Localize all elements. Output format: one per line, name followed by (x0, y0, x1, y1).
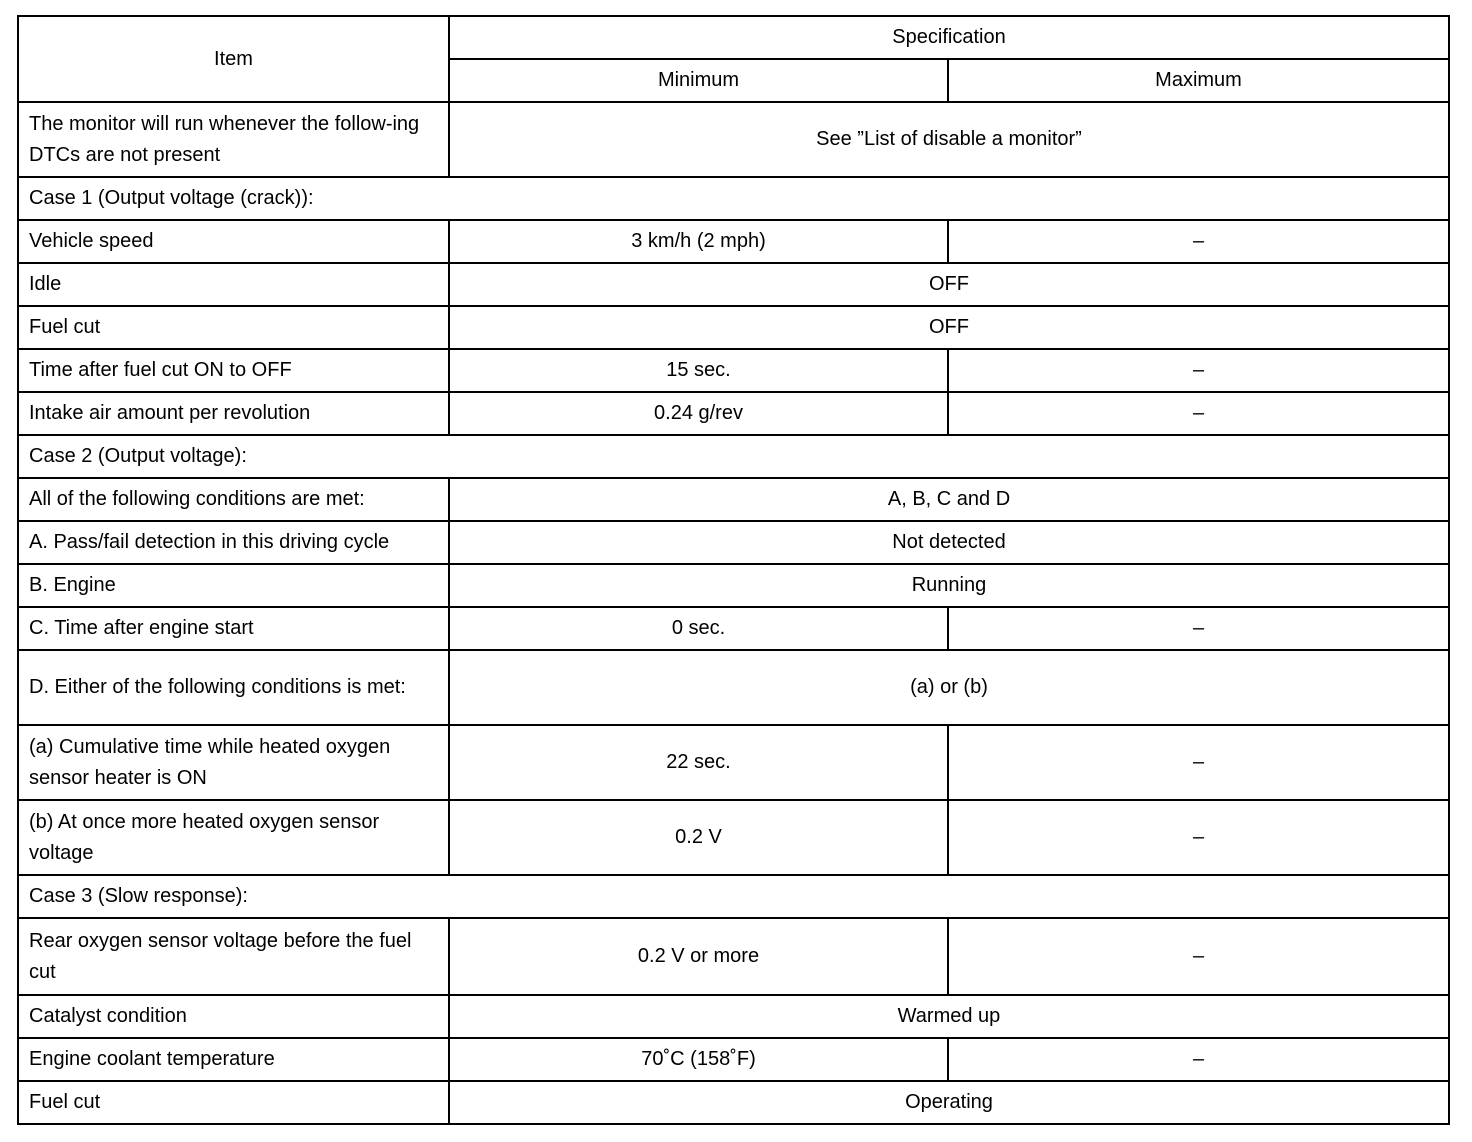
spec-value-cell: OFF (449, 306, 1449, 349)
table-row (18, 995, 1449, 1038)
minimum-cell: 3 km/h (2 mph) (449, 220, 948, 263)
header-specification: Specification (449, 16, 1449, 59)
table-row (18, 725, 1449, 800)
maximum-cell: – (948, 725, 1449, 800)
maximum-cell: – (948, 607, 1449, 650)
minimum-cell: 0 sec. (449, 607, 948, 650)
item-cell: D. Either of the following conditions is met: (18, 650, 449, 725)
item-cell: Fuel cut (18, 306, 449, 349)
table-row (18, 349, 1449, 392)
maximum-cell: – (948, 800, 1449, 875)
item-cell: B. Engine (18, 564, 449, 607)
header-item: Item (18, 16, 449, 102)
header-minimum: Minimum (449, 59, 948, 102)
maximum-cell: – (948, 392, 1449, 435)
item-cell: Intake air amount per revolution (18, 392, 449, 435)
spec-value-cell: (a) or (b) (449, 650, 1449, 725)
minimum-cell: 70˚C (158˚F) (449, 1038, 948, 1081)
case-row (18, 177, 1449, 220)
case-heading: Case 2 (Output voltage): (18, 435, 1449, 478)
item-cell: Idle (18, 263, 449, 306)
item-cell: (a) Cumulative time while heated oxygen sensor heater is ON (18, 725, 449, 800)
table-row (18, 564, 1449, 607)
minimum-cell: 22 sec. (449, 725, 948, 800)
maximum-cell: – (948, 220, 1449, 263)
table-row (18, 521, 1449, 564)
case-heading: Case 3 (Slow response): (18, 875, 1449, 918)
table-row (18, 800, 1449, 875)
item-cell: All of the following conditions are met: (18, 478, 449, 521)
spec-value-cell: Warmed up (449, 995, 1449, 1038)
table-row (18, 918, 1449, 995)
item-cell: A. Pass/fail detection in this driving cycle (18, 521, 449, 564)
table-body (18, 102, 1449, 1124)
table-row (18, 220, 1449, 263)
item-cell: The monitor will run whenever the follow-ing DTCs are not present (18, 102, 449, 177)
item-cell: (b) At once more heated oxygen sensor voltage (18, 800, 449, 875)
case-heading: Case 1 (Output voltage (crack)): (18, 177, 1449, 220)
item-cell: Rear oxygen sensor voltage before the fuel cut (18, 918, 449, 995)
spec-value-cell: A, B, C and D (449, 478, 1449, 521)
maximum-cell: – (948, 349, 1449, 392)
table-row (18, 102, 1449, 177)
table-row (18, 263, 1449, 306)
case-row (18, 875, 1449, 918)
case-row (18, 435, 1449, 478)
spec-value-cell: Operating (449, 1081, 1449, 1124)
minimum-cell: 0.24 g/rev (449, 392, 948, 435)
item-cell: Fuel cut (18, 1081, 449, 1124)
item-cell: Time after fuel cut ON to OFF (18, 349, 449, 392)
maximum-cell: – (948, 1038, 1449, 1081)
maximum-cell: – (948, 918, 1449, 995)
table-row (18, 306, 1449, 349)
specification-table (17, 15, 1450, 1125)
table-row (18, 392, 1449, 435)
table-row (18, 607, 1449, 650)
minimum-cell: 0.2 V (449, 800, 948, 875)
header-row (18, 16, 1449, 59)
spec-value-cell: See ”List of disable a monitor” (449, 102, 1449, 177)
item-cell: Catalyst condition (18, 995, 449, 1038)
item-cell: Vehicle speed (18, 220, 449, 263)
table-row (18, 478, 1449, 521)
table-row (18, 650, 1449, 725)
spec-value-cell: OFF (449, 263, 1449, 306)
item-cell: Engine coolant temperature (18, 1038, 449, 1081)
spec-value-cell: Running (449, 564, 1449, 607)
spec-value-cell: Not detected (449, 521, 1449, 564)
item-cell: C. Time after engine start (18, 607, 449, 650)
minimum-cell: 0.2 V or more (449, 918, 948, 995)
table-row (18, 1081, 1449, 1124)
header-maximum: Maximum (948, 59, 1449, 102)
table-row (18, 1038, 1449, 1081)
minimum-cell: 15 sec. (449, 349, 948, 392)
